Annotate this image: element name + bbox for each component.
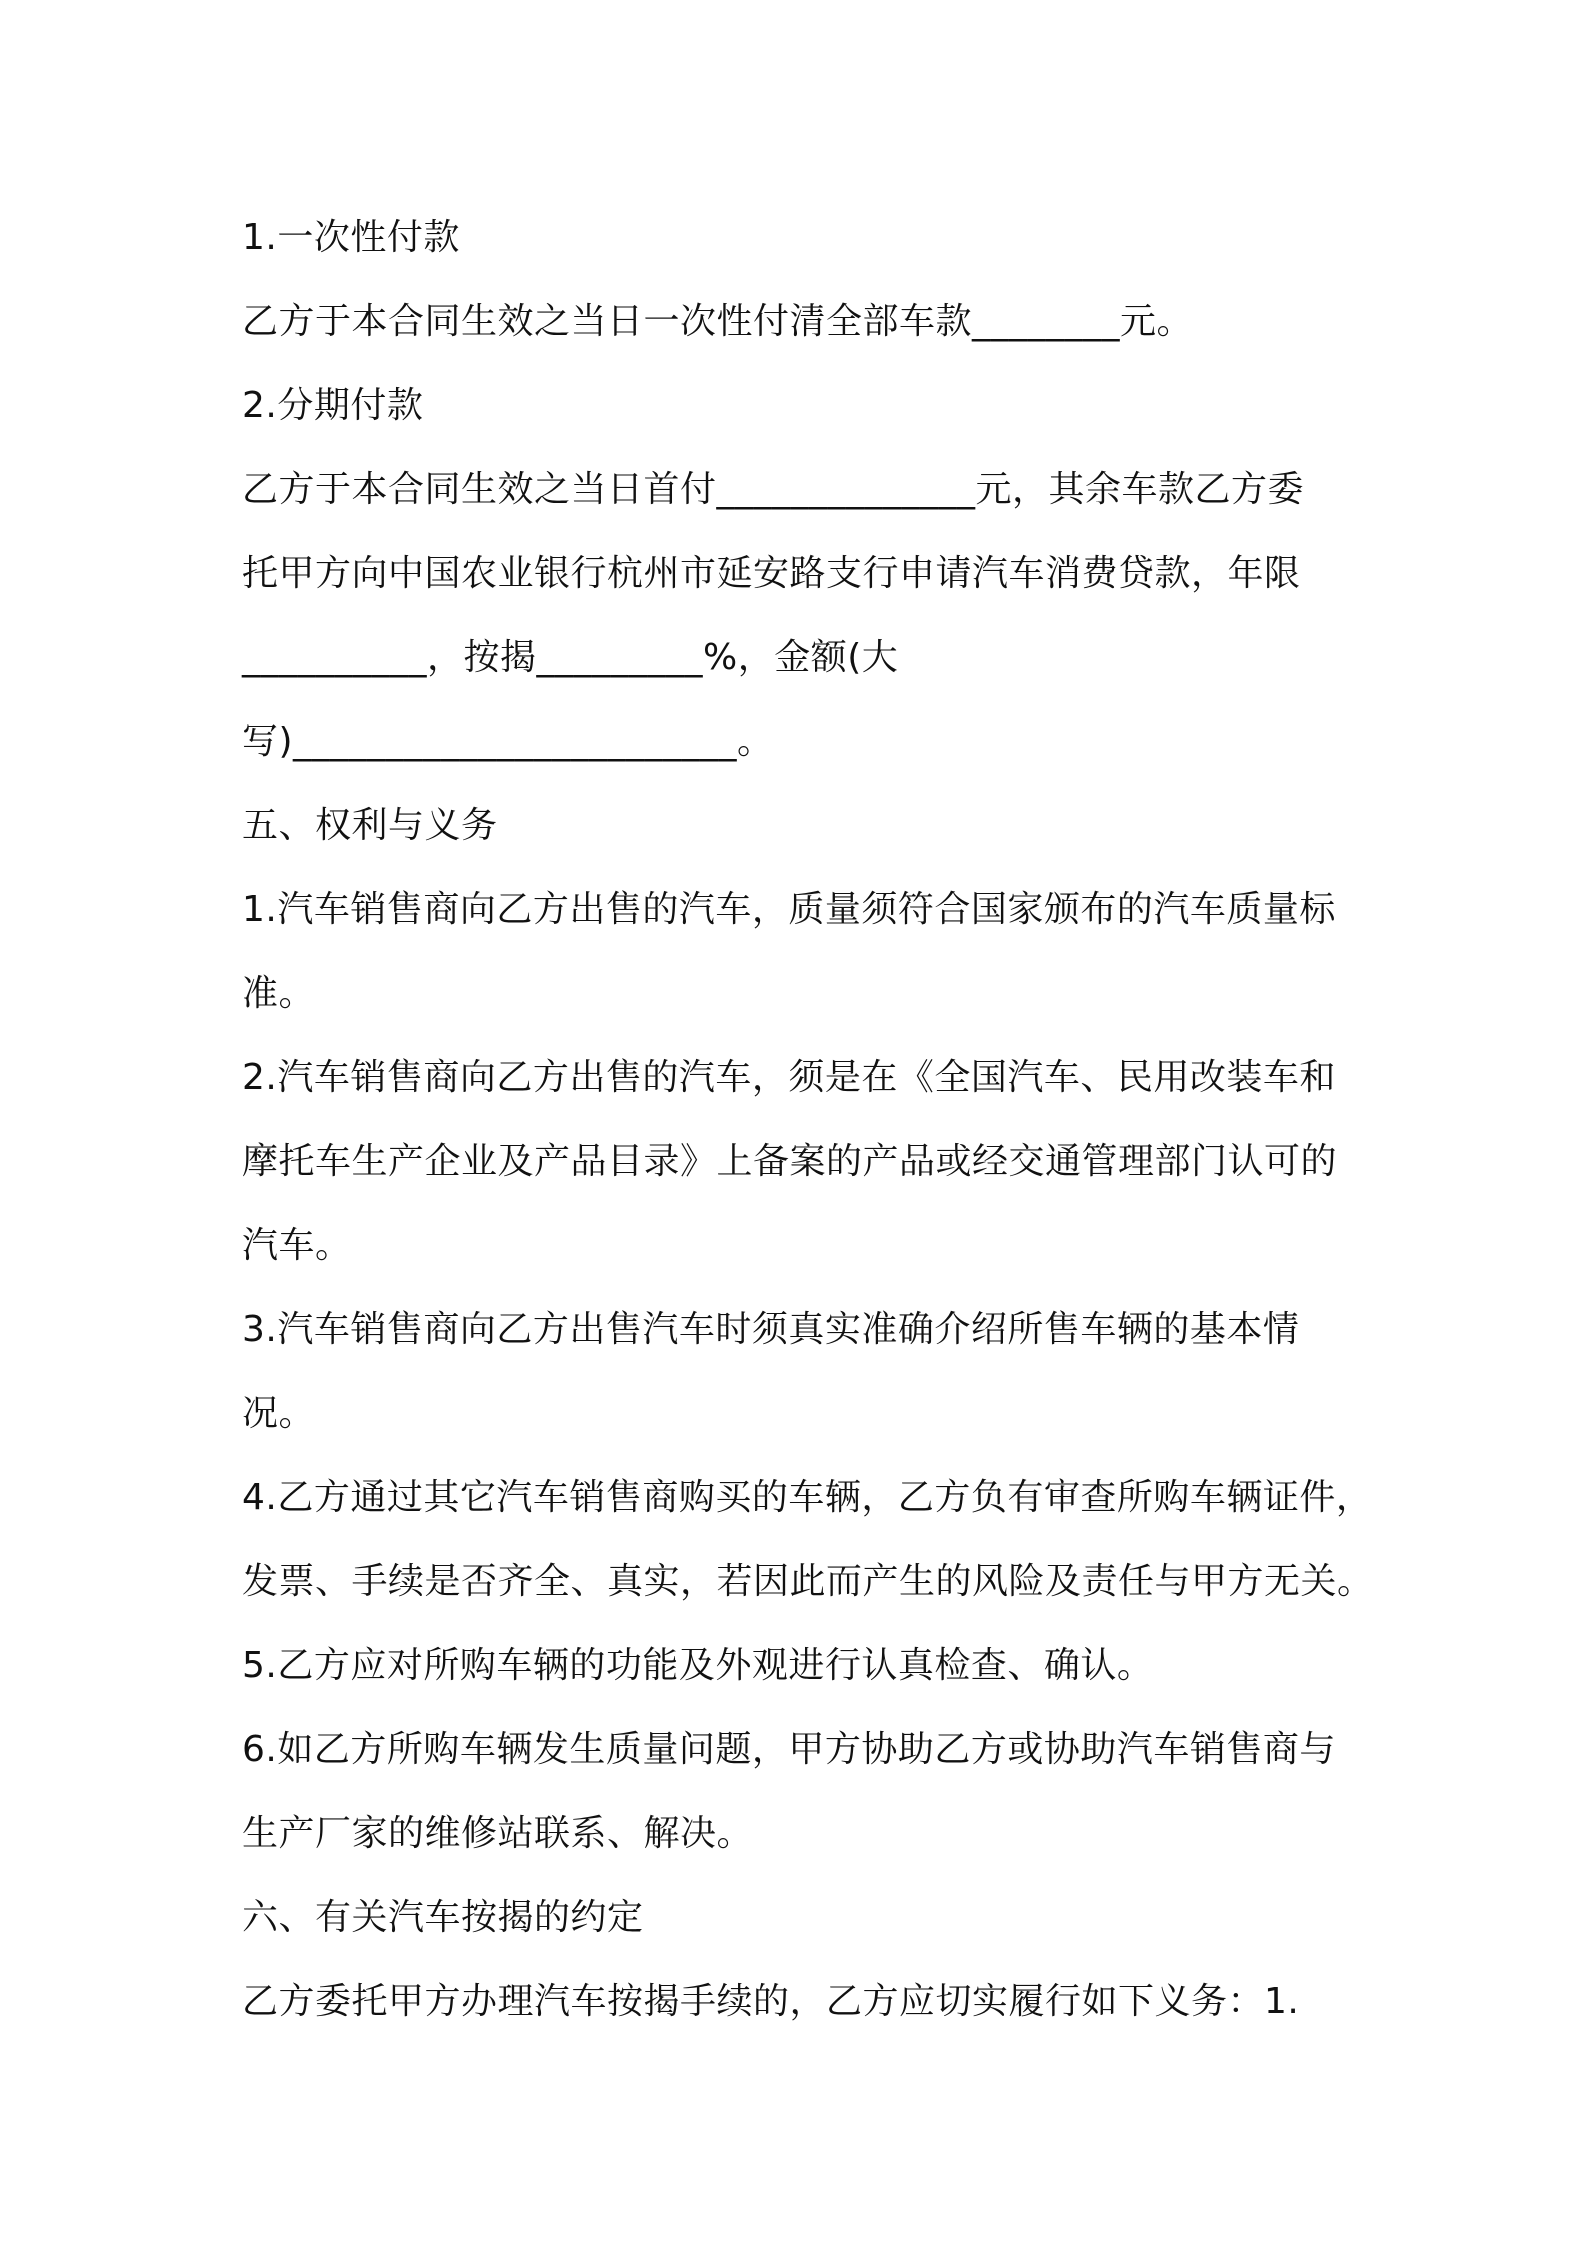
paragraph-loan-application: 托甲方向中国农业银行杭州市延安路支行申请汽车消费贷款，年限	[242, 553, 1301, 594]
clause-2-line-2: 摩托车生产企业及产品目录》上备案的产品或经交通管理部门认可的	[242, 1141, 1338, 1182]
clause-6-line-2: 生产厂家的维修站联系、解决。	[242, 1813, 754, 1854]
section-heading-rights-obligations: 五、权利与义务	[242, 805, 498, 846]
paragraph-mortgage-obligations: 乙方委托甲方办理汽车按揭手续的，乙方应切实履行如下义务：1.	[242, 1981, 1300, 2022]
clause-2-line-1: 2.汽车销售商向乙方出售的汽车，须是在《全国汽车、民用改装车和	[242, 1057, 1336, 1098]
paragraph-down-payment: 乙方于本合同生效之当日首付______________元，其余车款乙方委	[242, 469, 1305, 510]
clause-1-line-1: 1.汽车销售商向乙方出售的汽车，质量须符合国家颁布的汽车质量标	[242, 889, 1336, 930]
clause-1-line-2: 准。	[242, 973, 316, 1014]
clause-3-line-1: 3.汽车销售商向乙方出售汽车时须真实准确介绍所售车辆的基本情	[242, 1309, 1300, 1350]
heading-lump-sum-payment: 1.一次性付款	[242, 217, 460, 258]
paragraph-loan-terms: __________，按揭_________%，金额(大	[242, 637, 899, 678]
clause-4-line-1: 4.乙方通过其它汽车销售商购买的车辆，乙方负有审查所购车辆证件，	[242, 1477, 1373, 1518]
paragraph-lump-sum-amount: 乙方于本合同生效之当日一次性付清全部车款________元。	[242, 301, 1194, 342]
section-heading-mortgage-agreement: 六、有关汽车按揭的约定	[242, 1897, 644, 1938]
heading-installment-payment: 2.分期付款	[242, 385, 424, 426]
paragraph-loan-amount-words: 写)________________________。	[242, 721, 774, 762]
clause-3-line-2: 况。	[242, 1393, 316, 1434]
document-body	[242, 196, 1382, 2044]
clause-4-line-2: 发票、手续是否齐全、真实，若因此而产生的风险及责任与甲方无关。	[242, 1561, 1374, 1602]
clause-5: 5.乙方应对所购车辆的功能及外观进行认真检查、确认。	[242, 1645, 1154, 1686]
clause-2-line-3: 汽车。	[242, 1225, 352, 1266]
clause-6-line-1: 6.如乙方所购车辆发生质量问题，甲方协助乙方或协助汽车销售商与	[242, 1729, 1336, 1770]
